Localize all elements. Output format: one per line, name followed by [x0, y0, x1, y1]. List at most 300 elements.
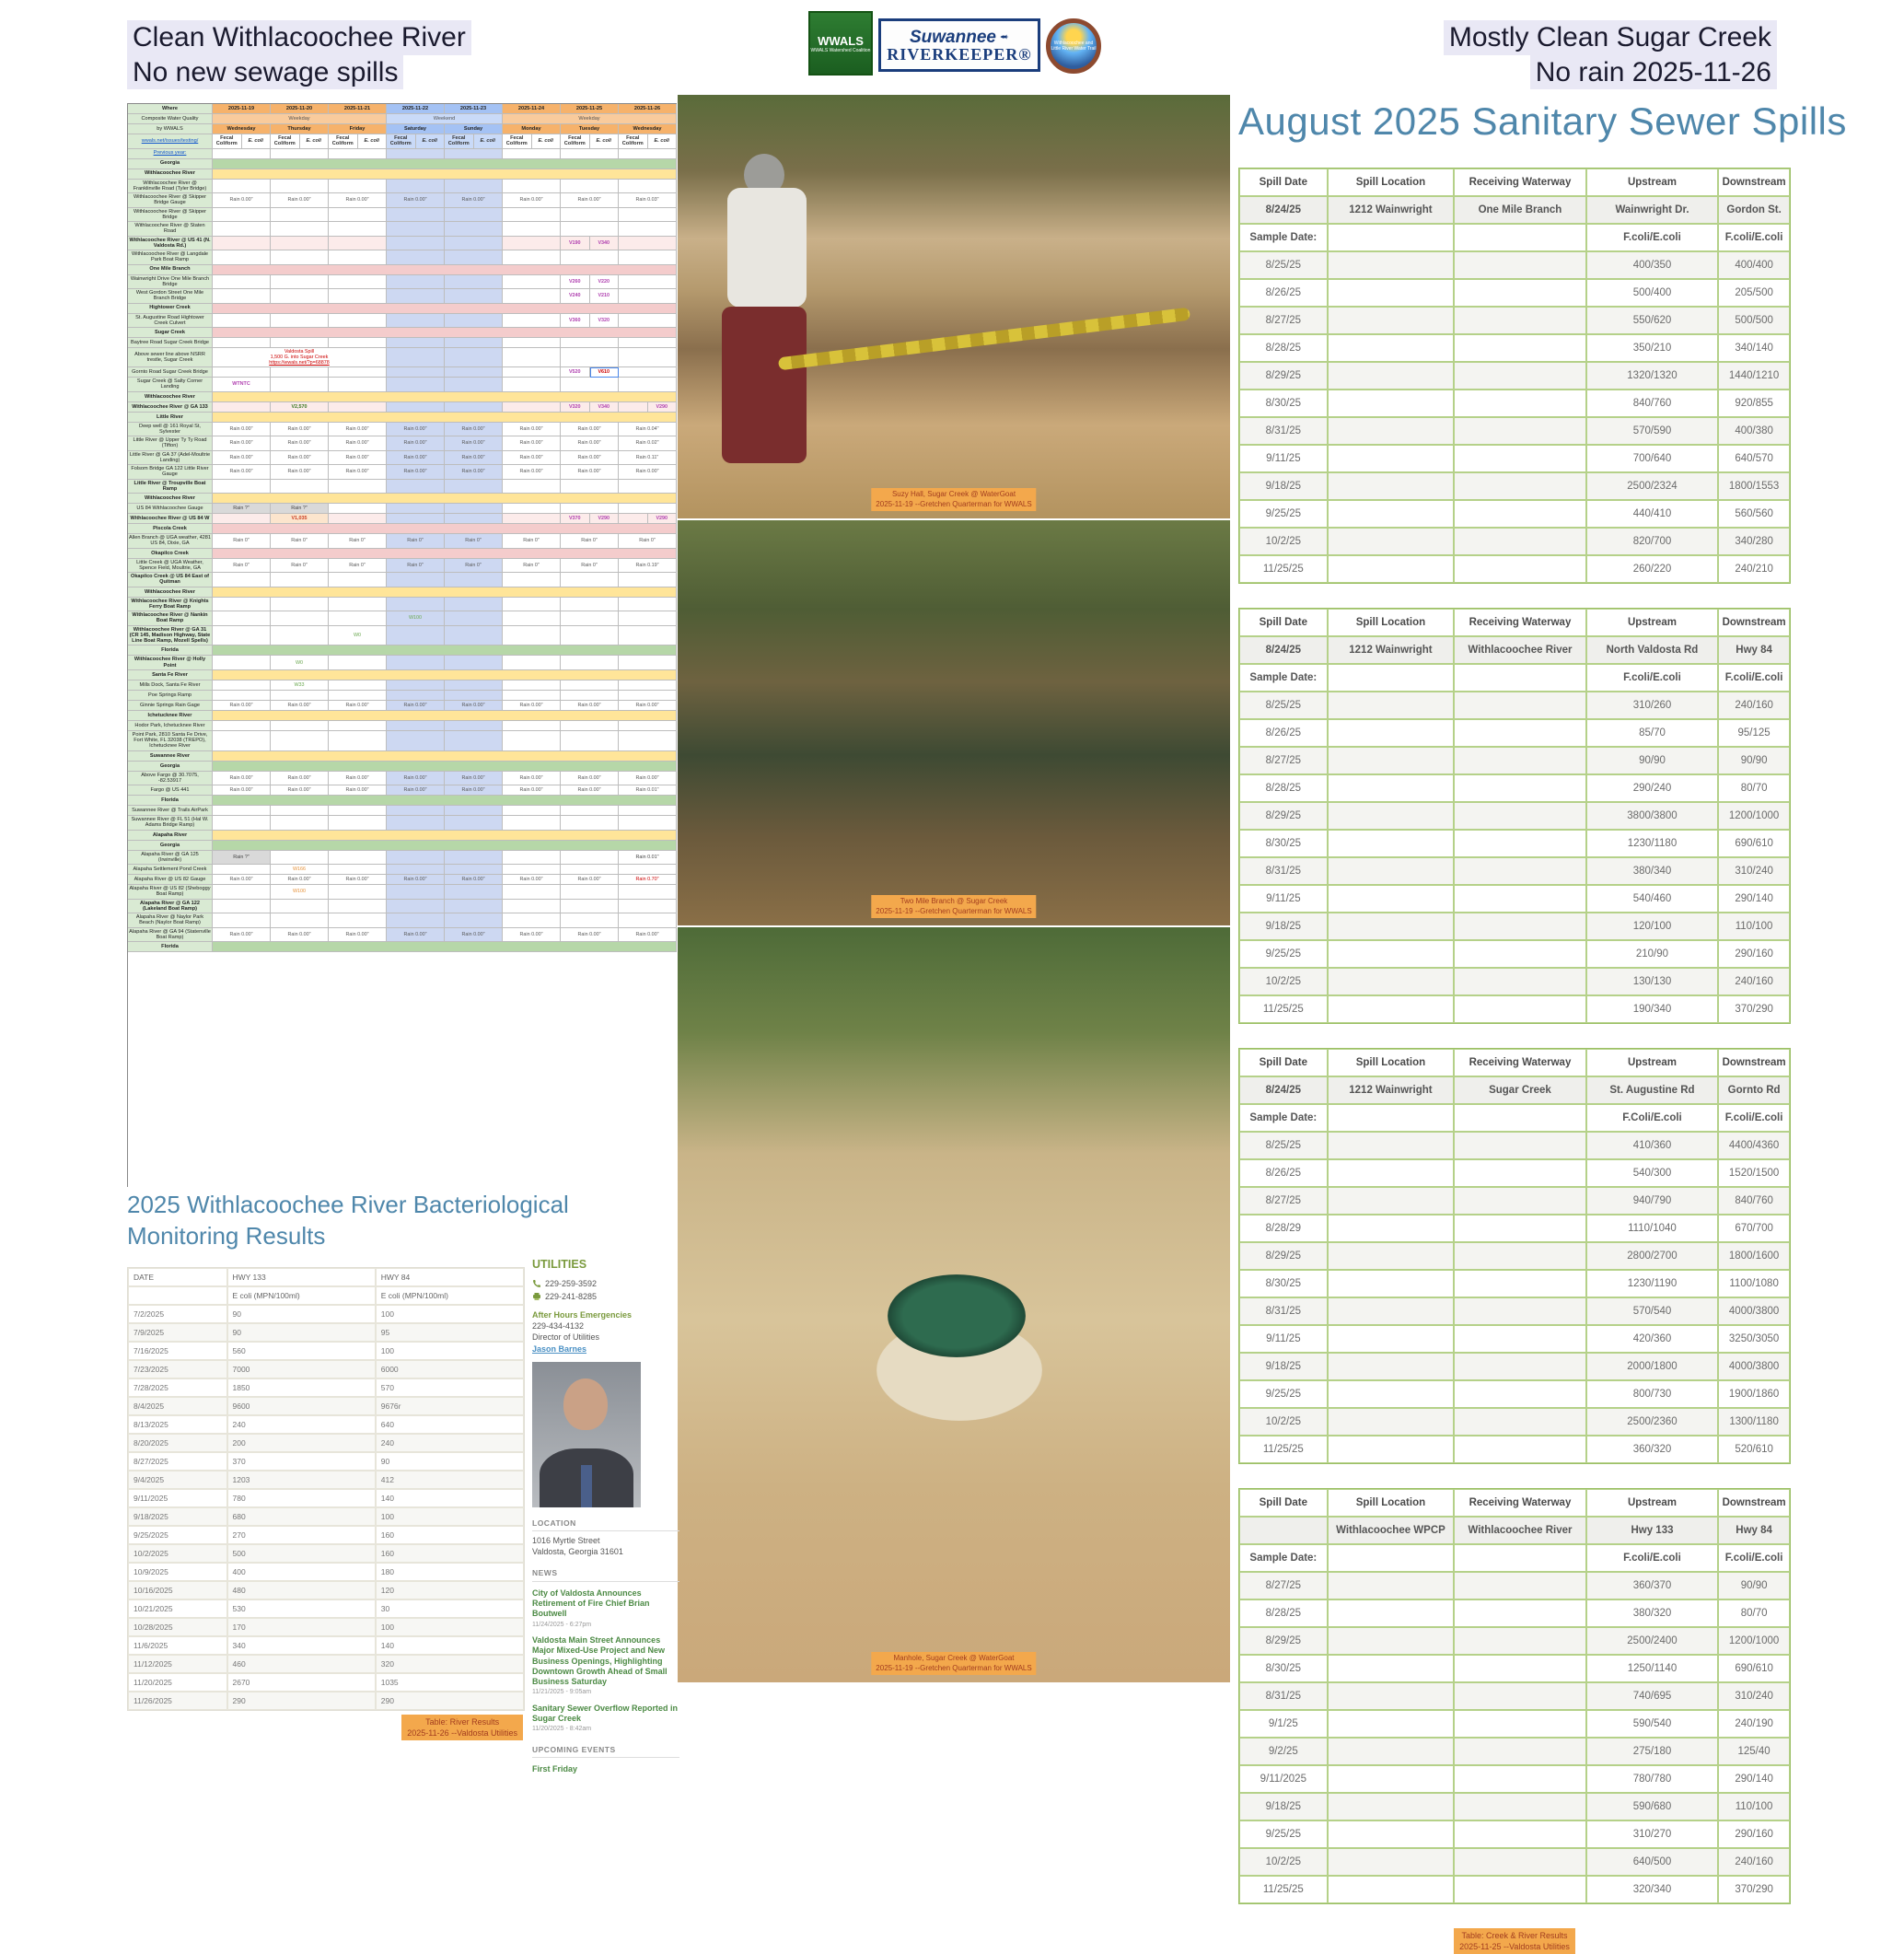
spill-empty-cell: [1328, 1710, 1455, 1738]
spill-col-header: Spill Date: [1239, 1489, 1328, 1517]
value-cell: [619, 731, 677, 751]
value-cell: [619, 598, 677, 612]
event-item-title[interactable]: First Friday: [532, 1764, 578, 1774]
value-cell: [445, 275, 503, 290]
category-band: [213, 796, 677, 806]
site-label: Little River: [128, 413, 213, 423]
site-label: Wainwright Drive One Mile Branch Bridge: [128, 275, 213, 290]
spill-sample-date: 8/26/25: [1239, 719, 1328, 747]
spill-empty-cell: [1454, 1408, 1586, 1436]
spill-downstream-value: 840/760: [1718, 1187, 1790, 1215]
spill-empty-cell: [1454, 968, 1586, 995]
value-cell: [387, 289, 445, 304]
monitoring-hwy133-value: 2670: [227, 1673, 376, 1692]
location-heading: LOCATION: [532, 1518, 679, 1531]
site-label: Piscola Creek: [128, 524, 213, 534]
news-item-title[interactable]: Valdosta Main Street Announces Major Mixed-Use Project and New Business Openings, Highlighting Downtown Growth Ahead of Small Business Saturday: [532, 1635, 668, 1687]
spill-downstream-value: 290/140: [1718, 1765, 1790, 1793]
monitoring-date: 10/21/2025: [128, 1599, 227, 1618]
spill-downstream-value: 920/855: [1718, 390, 1790, 417]
value-cell: Rain 0.00": [503, 451, 561, 466]
spill-downstream-value: 90/90: [1718, 1572, 1790, 1599]
value-cell: [561, 180, 619, 194]
value-cell: [213, 402, 271, 413]
spill-downstream-value: 4000/3800: [1718, 1297, 1790, 1325]
spill-sample-date: 11/25/25: [1239, 1436, 1328, 1463]
value-cell: [271, 378, 329, 392]
value-cell: [213, 680, 271, 691]
monitoring-hwy133-value: 560: [227, 1342, 376, 1360]
spill-downstream-value: 4000/3800: [1718, 1353, 1790, 1380]
spill-sample-row-cell: [1328, 1544, 1455, 1572]
value-cell: Rain 0.00": [503, 928, 561, 943]
spill-empty-cell: [1454, 774, 1586, 802]
date-header: 2025-11-21: [329, 104, 387, 114]
spill-col-header: Downstream: [1718, 1049, 1790, 1076]
spill-empty-cell: [1454, 251, 1586, 279]
value-cell: [445, 816, 503, 831]
spill-empty-cell: [1454, 528, 1586, 555]
spill-downstream-value: 240/210: [1718, 555, 1790, 583]
site-label: Withlacoochee River @ Knights Ferry Boat Ramp: [128, 598, 213, 612]
spill-downstream-value: 340/140: [1718, 334, 1790, 362]
value-cell: [445, 402, 503, 413]
value-cell: [445, 237, 503, 251]
director-name-link[interactable]: Jason Barnes: [532, 1343, 587, 1354]
value-cell: [561, 348, 619, 367]
spill-sample-date: 8/28/25: [1239, 334, 1328, 362]
value-cell: Rain 0.00": [445, 451, 503, 466]
spill-empty-cell: [1454, 334, 1586, 362]
spill-upstream-value: 2800/2700: [1586, 1242, 1719, 1270]
value-cell: Rain 0.70": [619, 875, 677, 885]
spill-sample-date: 11/25/25: [1239, 1876, 1328, 1903]
spill-table-2: [1238, 608, 1791, 1024]
site-label: Withlacoochee River @ US 41 (N. Valdosta Rd.): [128, 237, 213, 251]
spill-downstream-value: 690/610: [1718, 1655, 1790, 1682]
spill-sample-date: 8/29/25: [1239, 362, 1328, 390]
spill-sample-date: 8/25/25: [1239, 251, 1328, 279]
site-label[interactable]: Previous year:: [128, 149, 213, 159]
value-cell: [619, 378, 677, 392]
value-cell: Rain 0.00": [213, 701, 271, 711]
spill-empty-cell: [1328, 555, 1455, 583]
monitoring-hwy133-value: 1203: [227, 1471, 376, 1489]
subcol-e-coli: E. coli: [474, 134, 504, 149]
value-cell: [213, 367, 271, 378]
value-cell: [329, 504, 387, 514]
value-cell: Rain 0.00": [445, 436, 503, 451]
spill-empty-cell: [1454, 857, 1586, 885]
spill-sample-row-cell: [1454, 1544, 1586, 1572]
value-cell: Rain 0.00": [445, 193, 503, 208]
spill-empty-cell: [1454, 1325, 1586, 1353]
value-cell: [271, 222, 329, 237]
day-name-header: Wednesday: [213, 124, 271, 134]
spill-col-header: Spill Date: [1239, 169, 1328, 196]
monitoring-hwy84-value: 640: [376, 1415, 524, 1434]
site-label: Okapilco Creek: [128, 549, 213, 559]
spill-downstream-value: 290/160: [1718, 940, 1790, 968]
site-label: Withlacoochee River @ GA 133: [128, 402, 213, 413]
spill-empty-cell: [1454, 1876, 1586, 1903]
spill-sample-date: 8/27/25: [1239, 747, 1328, 774]
value-cell: Rain 0.00": [387, 423, 445, 437]
utilities-phone1[interactable]: 229-259-3592: [545, 1278, 598, 1288]
site-label: Alapaha River @ US 82 (Sheboggy Boat Ramp): [128, 885, 213, 900]
spill-empty-cell: [1328, 995, 1455, 1023]
spill-empty-cell: [1328, 1848, 1455, 1876]
value-cell: [619, 275, 677, 290]
spill-empty-cell: [1328, 968, 1455, 995]
spill-upstream-value: 380/320: [1586, 1599, 1719, 1627]
monitoring-col-header: HWY 84: [376, 1268, 524, 1286]
spill-empty-cell: [1454, 995, 1586, 1023]
value-cell: Rain 0.00": [271, 772, 329, 786]
value-cell: [561, 851, 619, 866]
monitoring-date: 9/4/2025: [128, 1471, 227, 1489]
monitoring-hwy133-value: 370: [227, 1452, 376, 1471]
value-cell: [329, 149, 387, 159]
category-band: [213, 711, 677, 721]
value-cell: [213, 180, 271, 194]
site-label: Withlacoochee River @ Langdale Park Boat Ramp: [128, 250, 213, 265]
value-cell: [503, 900, 561, 914]
value-cell: [619, 338, 677, 348]
spill-upstream-value: 640/500: [1586, 1848, 1719, 1876]
spill-upstream-value: 700/640: [1586, 445, 1719, 472]
value-cell: Rain 0.00": [503, 772, 561, 786]
value-cell: [213, 314, 271, 329]
value-cell: [503, 626, 561, 646]
monitoring-date: 9/25/2025: [128, 1526, 227, 1544]
value-cell: Rain 0.04": [619, 423, 677, 437]
value-cell: [271, 573, 329, 587]
value-cell: [503, 250, 561, 265]
value-cell: [503, 514, 561, 524]
value-cell: [271, 480, 329, 494]
spill-empty-cell: [1454, 1599, 1586, 1627]
value-cell: Rain 0.00": [445, 423, 503, 437]
spill-downstream-value: 1100/1080: [1718, 1270, 1790, 1297]
spill-empty-cell: [1328, 857, 1455, 885]
spill-upstream-value: 290/240: [1586, 774, 1719, 802]
spill-downstream-value: 310/240: [1718, 857, 1790, 885]
value-cell: [619, 691, 677, 701]
value-cell: [213, 865, 271, 875]
value-cell: [387, 180, 445, 194]
value-cell: [271, 913, 329, 928]
value-cell: Rain 0": [445, 534, 503, 549]
site-label: Georgia: [128, 762, 213, 772]
value-cell: [561, 865, 619, 875]
site-label: Sugar Creek @ Salty Corner Landing: [128, 378, 213, 392]
spill-empty-cell: [1454, 500, 1586, 528]
site-label: Mills Dock, Santa Fe River: [128, 680, 213, 691]
monitoring-hwy133-value: 90: [227, 1305, 376, 1323]
monitoring-hwy84-value: 290: [376, 1692, 524, 1710]
value-cell: [213, 721, 271, 731]
value-cell: Rain 0.00": [561, 772, 619, 786]
value-cell: Rain 0": [271, 534, 329, 549]
value-cell: [445, 865, 503, 875]
monitoring-date: 10/28/2025: [128, 1618, 227, 1636]
spill-empty-cell: [1328, 445, 1455, 472]
subcol-e-coli: E. coli: [300, 134, 330, 149]
value-cell: [271, 289, 329, 304]
spills-tables-mount: [1238, 168, 1791, 1904]
value-cell: [329, 275, 387, 290]
value-cell: Rain 0.00": [329, 928, 387, 943]
value-cell: Rain 0.00": [561, 423, 619, 437]
value-cell: [503, 691, 561, 701]
value-cell-fecal: V260: [561, 275, 590, 290]
value-cell: Rain 0.01": [619, 785, 677, 796]
category-band: [213, 304, 677, 314]
monitoring-hwy84-value: 30: [376, 1599, 524, 1618]
value-cell: Rain 0.00": [213, 772, 271, 786]
spill-downstream-value: 560/560: [1718, 500, 1790, 528]
value-cell: Rain 0.19": [619, 559, 677, 574]
composite-table-grid: [127, 103, 677, 1187]
spill-sample-date: 9/11/25: [1239, 885, 1328, 913]
value-cell: Rain 0": [329, 534, 387, 549]
value-cell: W100: [387, 611, 445, 626]
spill-sample-row-cell: F.coli/E.coli: [1586, 664, 1719, 692]
spill-sample-date: 9/18/25: [1239, 1353, 1328, 1380]
spill-downstream-value: 310/240: [1718, 1682, 1790, 1710]
site-label: Little River @ Troupville Boat Ramp: [128, 480, 213, 494]
value-cell: [387, 816, 445, 831]
value-cell: [329, 611, 387, 626]
value-cell: [445, 338, 503, 348]
watergoat-boom: [778, 307, 1190, 370]
monitoring-date: 8/4/2025: [128, 1397, 227, 1415]
spill-downstream-value: 90/90: [1718, 747, 1790, 774]
value-cell: Rain 0.00": [561, 701, 619, 711]
value-cell: Rain 0": [213, 534, 271, 549]
value-cell: Rain 0.00": [445, 465, 503, 480]
spill-downstream-value: 400/400: [1718, 251, 1790, 279]
monitoring-date: 8/13/2025: [128, 1415, 227, 1434]
value-cell: Rain 0": [271, 559, 329, 574]
monitoring-hwy84-value: 1035: [376, 1673, 524, 1692]
spill-downstream-value: 400/380: [1718, 417, 1790, 445]
spill-empty-cell: [1328, 913, 1455, 940]
value-cell: [271, 731, 329, 751]
value-cell: Rain 0.00": [271, 875, 329, 885]
spill-empty-cell: [1454, 1710, 1586, 1738]
spill-upstream-value: 3800/3800: [1586, 802, 1719, 830]
date-header: 2025-11-19: [213, 104, 271, 114]
value-cell-ecoli: V610: [590, 367, 620, 378]
value-cell: [445, 656, 503, 670]
value-cell: [561, 885, 619, 900]
spill-info-cell: 8/24/25: [1239, 1076, 1328, 1104]
value-cell: W0: [271, 656, 329, 670]
spill-empty-cell: [1328, 1599, 1455, 1627]
spill-col-header: Spill Date: [1239, 609, 1328, 636]
spill-empty-cell: [1454, 1765, 1586, 1793]
spill-upstream-value: 820/700: [1586, 528, 1719, 555]
monitoring-subheader: E coli (MPN/100ml): [227, 1286, 376, 1305]
spill-col-header: Receiving Waterway: [1454, 1049, 1586, 1076]
monitoring-date: 7/9/2025: [128, 1323, 227, 1342]
value-cell: [387, 348, 445, 367]
site-label: Florida: [128, 796, 213, 806]
subcol-e-coli: E. coli: [590, 134, 620, 149]
spill-sample-date: 9/2/25: [1239, 1738, 1328, 1765]
value-cell: Rain 0.00": [271, 436, 329, 451]
spill-sample-date: 8/30/25: [1239, 390, 1328, 417]
wwals-logo: [808, 11, 873, 76]
value-cell: [213, 806, 271, 816]
category-band: [213, 392, 677, 402]
spill-downstream-value: 80/70: [1718, 774, 1790, 802]
fish-icon: [1000, 32, 1009, 41]
day-name-header: Tuesday: [561, 124, 619, 134]
photo-caption: Suzy Hall, Sugar Creek @ WaterGoat 2025-11-19 --Gretchen Quarterman for WWALS: [871, 488, 1036, 511]
monitoring-hwy84-value: 90: [376, 1452, 524, 1471]
spill-downstream-value: 95/125: [1718, 719, 1790, 747]
daytype-group-header: Weekend: [387, 114, 503, 124]
value-cell: [329, 691, 387, 701]
value-cell: [561, 149, 619, 159]
spill-empty-cell: [1328, 1408, 1455, 1436]
spill-upstream-value: 410/360: [1586, 1132, 1719, 1159]
value-cell: [445, 367, 503, 378]
spill-empty-cell: [1328, 500, 1455, 528]
spill-downstream-value: 3250/3050: [1718, 1325, 1790, 1353]
spill-downstream-value: 1800/1553: [1718, 472, 1790, 500]
news-item-timestamp: 11/21/2025 - 9:05am: [532, 1689, 592, 1696]
spill-sample-date: 8/28/25: [1239, 774, 1328, 802]
news-item-timestamp: 11/24/2025 - 6:27pm: [532, 1621, 592, 1628]
value-cell: Rain 0.00": [619, 701, 677, 711]
news-item-title[interactable]: City of Valdosta Announces Retirement of Fire Chief Brian Boutwell: [532, 1588, 650, 1619]
spills-footnote: Table: Creek & River Results 2025-11-25 --Valdosta Utilities: [1454, 1928, 1575, 1954]
news-item-title[interactable]: Sanitary Sewer Overflow Reported in Sugar Creek: [532, 1703, 679, 1724]
spill-empty-cell: [1454, 913, 1586, 940]
category-band: [213, 524, 677, 534]
spills-title: August 2025 Sanitary Sewer Spills: [1238, 99, 1847, 143]
spill-downstream-value: 80/70: [1718, 1599, 1790, 1627]
spill-sample-date: 8/31/25: [1239, 1682, 1328, 1710]
spill-downstream-value: 640/570: [1718, 445, 1790, 472]
value-cell: [503, 378, 561, 392]
subcol-fecal-coliform: Fecal Coliform: [271, 134, 300, 149]
spill-sample-date: 10/2/25: [1239, 1848, 1328, 1876]
spill-note-link[interactable]: https://wwals.net/?p=68878: [269, 360, 330, 366]
spill-sample-date: 8/27/25: [1239, 307, 1328, 334]
value-cell: Rain 0.03": [619, 193, 677, 208]
person-shirt: [727, 188, 807, 308]
value-cell: [329, 851, 387, 866]
value-cell: Rain 0.00": [561, 193, 619, 208]
spill-upstream-value: 540/300: [1586, 1159, 1719, 1187]
value-cell: [213, 913, 271, 928]
site-label: Allen Branch @ UGA weather, 4281 US 84, Dixie, GA: [128, 534, 213, 549]
value-cell: [619, 367, 677, 378]
value-cell: Rain 0": [619, 534, 677, 549]
value-cell: [213, 250, 271, 265]
spill-upstream-value: 780/780: [1586, 1765, 1719, 1793]
value-cell: [619, 656, 677, 670]
spill-empty-cell: [1328, 390, 1455, 417]
spill-sample-row-cell: Sample Date:: [1239, 664, 1328, 692]
site-label: Withlacoochee River: [128, 169, 213, 180]
site-label: West Gordon Street One Mile Branch Bridge: [128, 289, 213, 304]
value-cell: Rain 0": [387, 559, 445, 574]
site-label: Withlacoochee River @ US 84 W: [128, 514, 213, 524]
value-cell: Rain 0.02": [619, 436, 677, 451]
spill-sample-date: 10/2/25: [1239, 1408, 1328, 1436]
spill-empty-cell: [1454, 1215, 1586, 1242]
value-cell-fecal: [619, 514, 648, 524]
value-cell: [503, 573, 561, 587]
spill-empty-cell: [1454, 1682, 1586, 1710]
header-right-title: Mostly Clean Sugar Creek: [1444, 20, 1777, 55]
value-cell: [619, 806, 677, 816]
news-item-timestamp: 11/20/2025 - 8:42am: [532, 1726, 592, 1733]
utilities-phone2[interactable]: 229-241-8285: [545, 1292, 598, 1302]
value-cell-fecal: V320: [561, 402, 590, 413]
value-cell: [619, 237, 677, 251]
utilities-sidebar: [532, 1257, 679, 1774]
riverkeeper-logo-line2: RIVERKEEPER®: [887, 44, 1032, 64]
value-cell: [271, 626, 329, 646]
category-band: [213, 646, 677, 656]
day-name-header: Friday: [329, 124, 387, 134]
spill-upstream-value: 120/100: [1586, 913, 1719, 940]
value-cell: [445, 314, 503, 329]
category-band: [213, 831, 677, 841]
person-pants: [722, 307, 807, 463]
monitoring-hwy133-value: 90: [227, 1323, 376, 1342]
date-header: 2025-11-20: [271, 104, 329, 114]
value-cell: W33: [271, 680, 329, 691]
spill-col-header: Spill Location: [1328, 169, 1455, 196]
category-band: [213, 549, 677, 559]
spill-downstream-value: 1900/1860: [1718, 1380, 1790, 1408]
subcol-fecal-coliform: Fecal Coliform: [387, 134, 416, 149]
spill-empty-cell: [1328, 1436, 1455, 1463]
value-cell: [445, 721, 503, 731]
location-line1: 1016 Myrtle Street: [532, 1536, 600, 1546]
value-cell: Rain 0.00": [387, 772, 445, 786]
spill-empty-cell: [1328, 774, 1455, 802]
site-label: Hightower Creek: [128, 304, 213, 314]
riverkeeper-logo-line1: Suwannee: [910, 27, 996, 47]
header-left-subtitle: No new sewage spills: [127, 55, 403, 90]
monitoring-subheader: [128, 1286, 227, 1305]
value-cell: [561, 626, 619, 646]
spill-empty-cell: [1328, 830, 1455, 857]
spill-empty-cell: [1454, 1380, 1586, 1408]
monitoring-hwy133-value: 780: [227, 1489, 376, 1507]
value-cell: [329, 180, 387, 194]
monitoring-date: 8/27/2025: [128, 1452, 227, 1471]
spill-downstream-value: 240/160: [1718, 1848, 1790, 1876]
monitoring-date: 7/28/2025: [128, 1378, 227, 1397]
value-cell: [271, 250, 329, 265]
composite-testing-link[interactable]: wwals.net/issues/testing/: [128, 134, 213, 149]
site-label: Alapaha River: [128, 831, 213, 841]
value-cell: [445, 626, 503, 646]
spill-empty-cell: [1454, 1242, 1586, 1270]
composite-corner-line3: by WWALS: [128, 124, 213, 134]
value-cell: [445, 731, 503, 751]
